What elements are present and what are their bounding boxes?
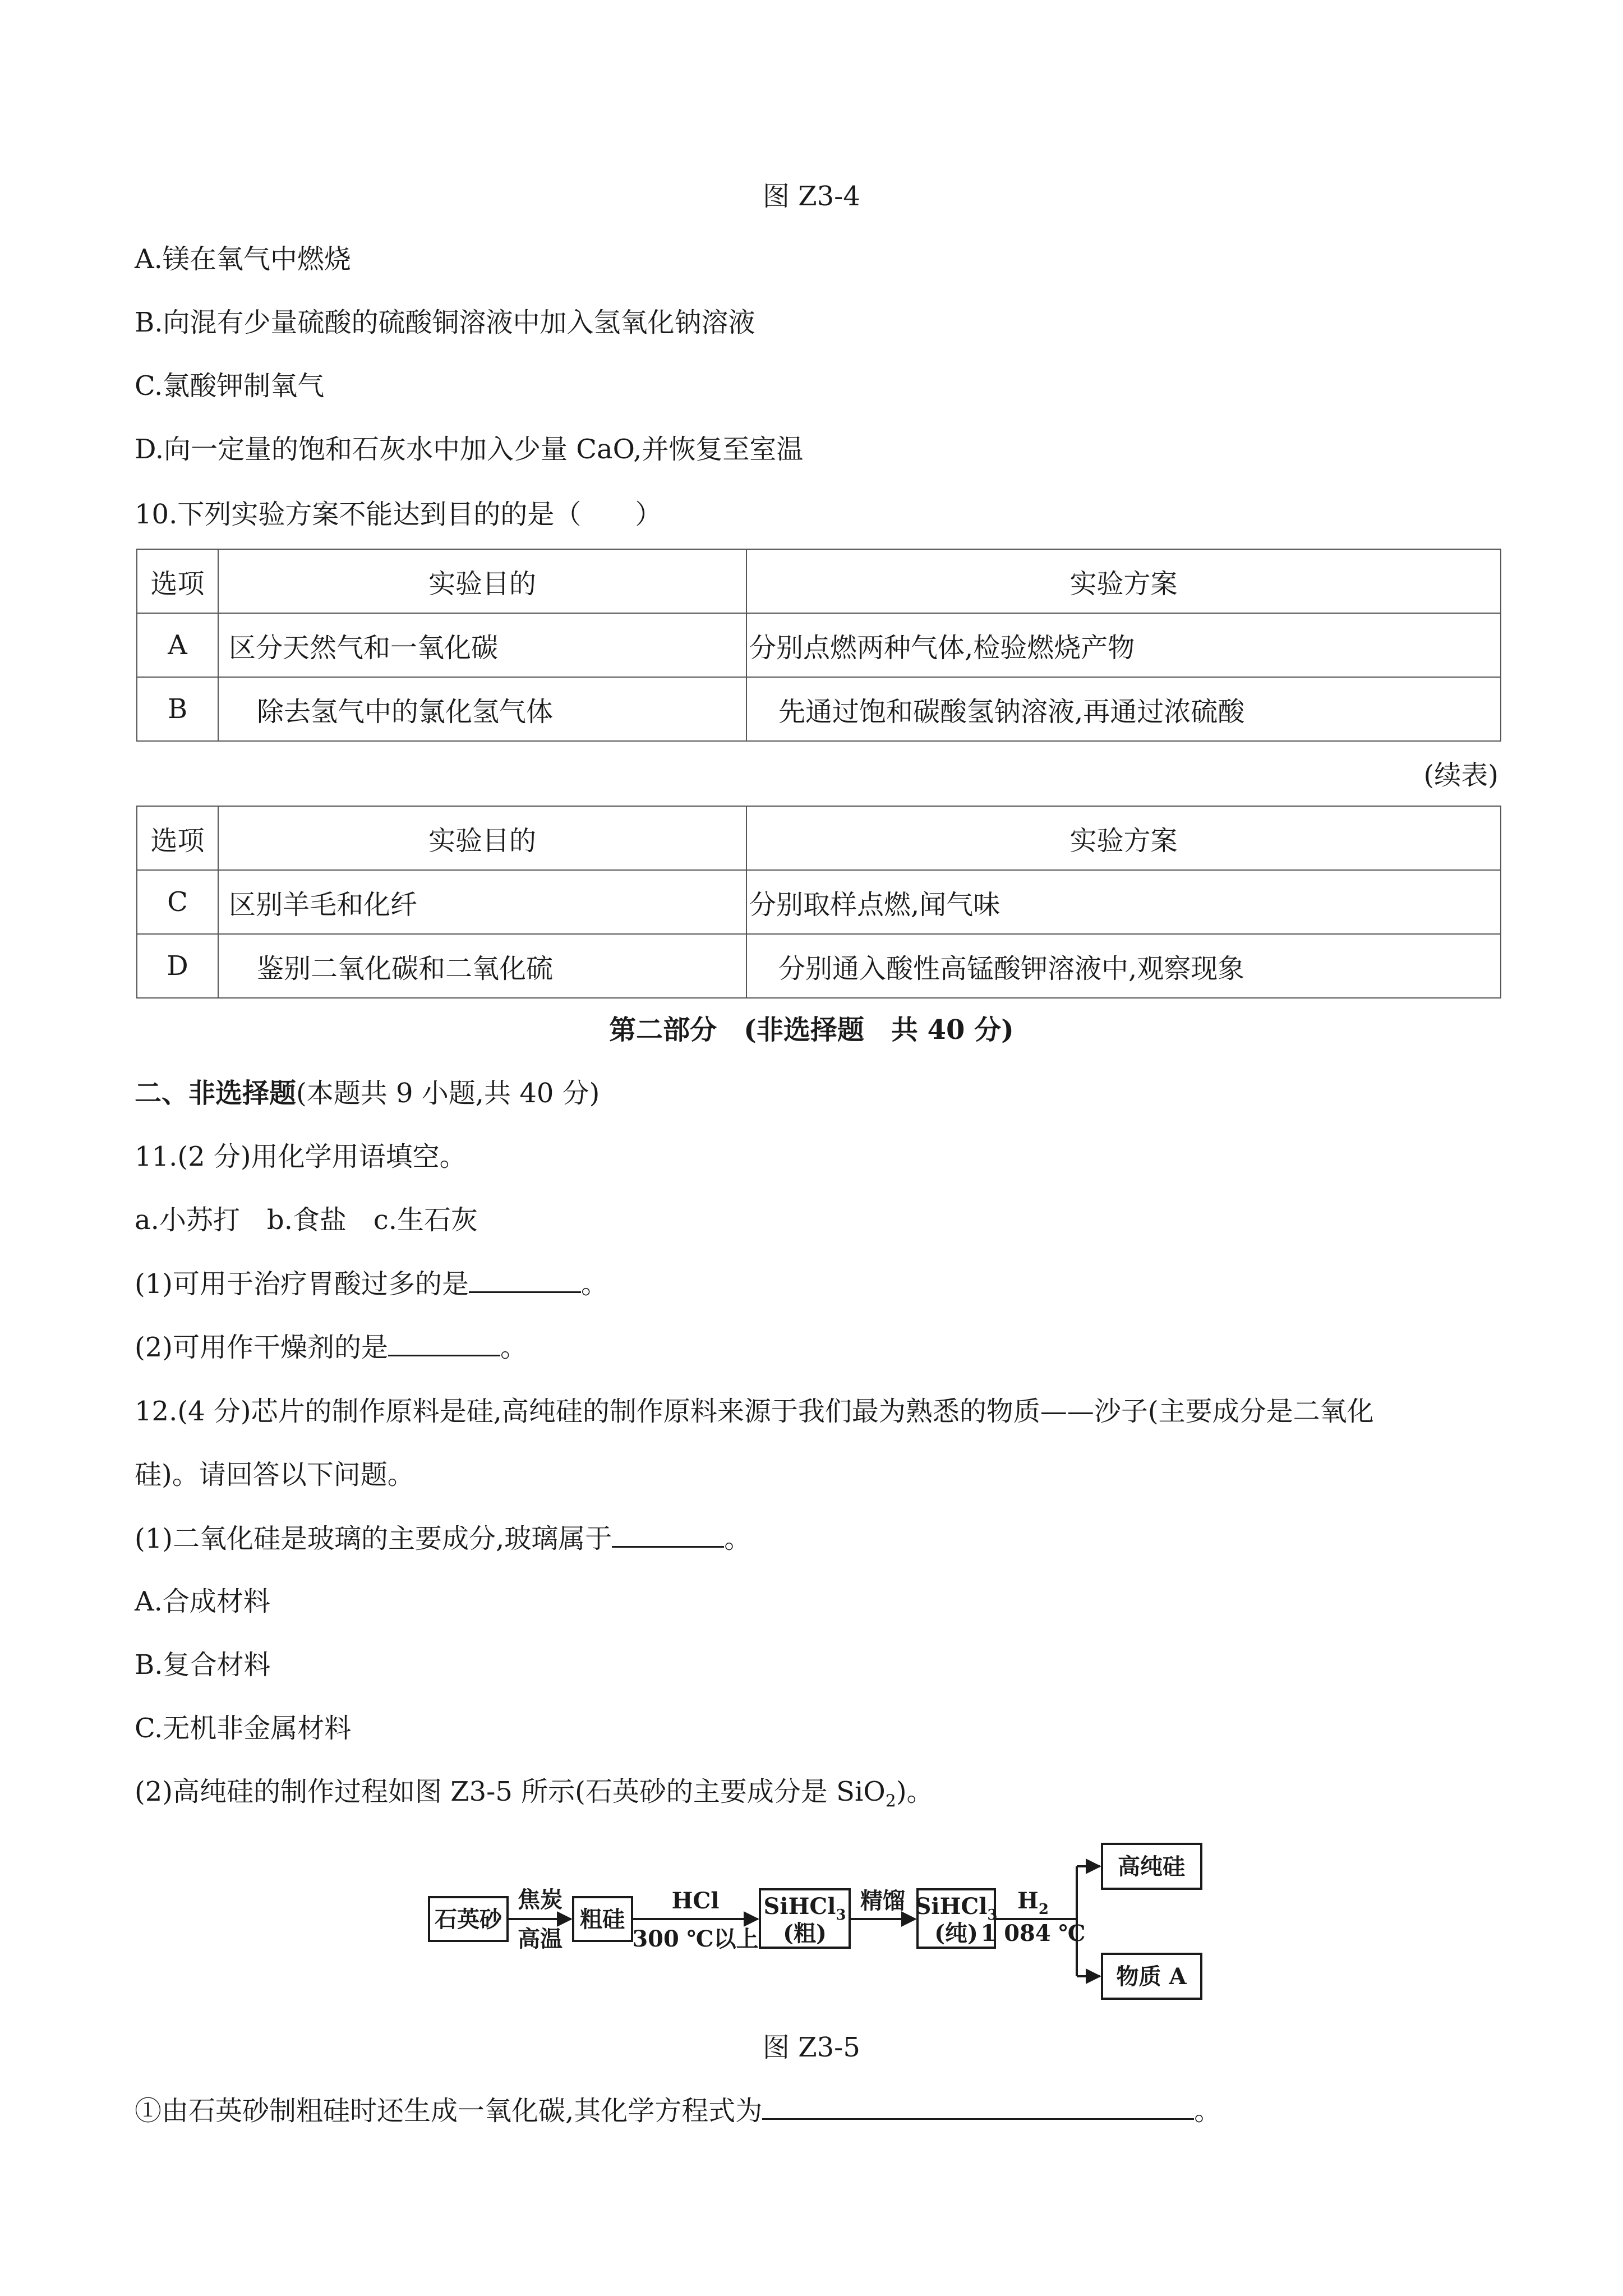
q12-stem-line1: 12.(4 分)芯片的制作原料是硅,高纯硅的制作原料来源于我们最为熟悉的物质——沙子(主要成分是二氧化 <box>135 1396 1374 1427</box>
label-hydrogen: $H_2$ <box>1017 1888 1049 1918</box>
row-plan: 先通过饱和碳酸氢钠溶液,再通过浓硫酸 <box>746 677 1501 741</box>
q12-sub2 <box>135 1775 934 1819</box>
q10-table-part2 <box>136 806 1501 999</box>
answer-blank[interactable] <box>762 2093 1194 2120</box>
label-300c: 300 ℃以上 <box>632 1926 759 1952</box>
answer-blank[interactable] <box>469 1267 581 1293</box>
section2-heading-rest: (本题共 9 小题,共 40 分) <box>296 1078 600 1109</box>
row-purpose: 区分天然气和一氧化碳 <box>218 613 746 677</box>
header-plan: 实验方案 <box>746 549 1501 613</box>
label-1084c: 1 084 ℃ <box>980 1920 1086 1947</box>
q11-sub1-end: 。 <box>581 1268 608 1300</box>
continued-table-label: (续表) <box>1423 760 1498 791</box>
header-purpose: 实验目的 <box>218 549 746 613</box>
q9-option-d: D.向一定量的饱和石灰水中加入少量 CaO,并恢复至室温 <box>135 434 804 465</box>
q11-options: a.小苏打 b.食盐 c.生石灰 <box>135 1204 478 1236</box>
row-option-label: D <box>137 934 218 998</box>
header-option: 选项 <box>137 549 218 613</box>
section2-heading-bold: 二、非选择题 <box>135 1078 297 1109</box>
q11-sub2-end: 。 <box>500 1332 528 1363</box>
q11-sub2 <box>135 1330 527 1364</box>
q12-option-a: A.合成材料 <box>135 1586 270 1617</box>
q12-sub1-text: (1)二氧化硅是玻璃的主要成分,玻璃属于 <box>135 1523 612 1554</box>
label-crude-note: (粗) <box>783 1920 827 1947</box>
header-option: 选项 <box>137 806 218 870</box>
q11-sub2-text: (2)可用作干燥剂的是 <box>135 1332 388 1363</box>
answer-blank[interactable] <box>612 1521 724 1548</box>
table-row <box>137 934 1501 998</box>
silicon-process-flowchart <box>426 1840 1211 2008</box>
table-header-row <box>137 549 1501 613</box>
q10-table-part1 <box>136 549 1501 742</box>
part2-title: 第二部分 (非选择题 共 40 分) <box>609 1014 1014 1046</box>
q12-sub2-subscript: 2 <box>885 1791 896 1811</box>
row-plan: 分别点燃两种气体,检验燃烧产物 <box>746 613 1501 677</box>
q12-sub2-end: )。 <box>896 1776 934 1807</box>
q9-option-b: B.向混有少量硫酸的硫酸铜溶液中加入氢氧化钠溶液 <box>135 307 755 338</box>
q12-stem-line2: 硅)。请回答以下问题。 <box>135 1459 414 1490</box>
q12-sub2-q1-end: 。 <box>1194 2095 1221 2127</box>
label-substance-a: 物质 A <box>1116 1963 1187 1990</box>
q12-sub1 <box>135 1521 751 1556</box>
row-plan: 分别取样点燃,闻气味 <box>746 870 1501 934</box>
q11-sub1-text: (1)可用于治疗胃酸过多的是 <box>135 1268 469 1300</box>
label-high-purity-silicon: 高纯硅 <box>1118 1853 1185 1880</box>
answer-blank[interactable] <box>388 1330 500 1356</box>
label-distillation: 精馏 <box>860 1888 905 1914</box>
label-coke: 焦炭 <box>518 1887 562 1913</box>
header-purpose: 实验目的 <box>218 806 746 870</box>
header-plan: 实验方案 <box>746 806 1501 870</box>
figure-caption-z3-5: 图 Z3-5 <box>763 2032 860 2063</box>
q12-sub2-q1-text: ①由石英砂制粗硅时还生成一氧化碳,其化学方程式为 <box>135 2095 763 2127</box>
q10-stem: 10.下列实验方案不能达到目的的是（ ） <box>135 499 662 530</box>
label-high-temp: 高温 <box>518 1926 562 1952</box>
label-crude-silicon: 粗硅 <box>580 1906 625 1932</box>
row-purpose: 鉴别二氧化碳和二氧化硫 <box>218 934 746 998</box>
q9-option-c: C.氯酸钾制氧气 <box>135 370 325 402</box>
q12-option-b: B.复合材料 <box>135 1649 271 1681</box>
label-pure-note: (纯) <box>934 1920 978 1947</box>
q11-stem: 11.(2 分)用化学用语填空。 <box>135 1141 467 1172</box>
table-row <box>137 677 1501 741</box>
row-option-label: B <box>137 677 218 741</box>
label-sihcl3-pure: SiHCl$_3$ <box>915 1893 998 1924</box>
label-quartz-sand: 石英砂 <box>435 1906 502 1932</box>
q12-sub2-question1 <box>135 2093 1221 2128</box>
q11-sub1 <box>135 1267 608 1301</box>
table-row <box>137 613 1501 677</box>
q12-option-c: C.无机非金属材料 <box>135 1713 352 1744</box>
row-purpose: 区别羊毛和化纤 <box>218 870 746 934</box>
row-option-label: A <box>137 613 218 677</box>
table-header-row <box>137 806 1501 870</box>
row-option-label: C <box>137 870 218 934</box>
label-sihcl3-crude: SiHCl$_3$ <box>763 1893 846 1924</box>
figure-caption-z3-4: 图 Z3-4 <box>763 181 860 212</box>
table-row <box>137 870 1501 934</box>
q12-sub1-end: 。 <box>724 1523 751 1554</box>
section2-heading <box>135 1076 600 1110</box>
q9-option-a: A.镁在氧气中燃烧 <box>135 243 351 275</box>
label-hcl: HCl <box>671 1888 720 1914</box>
q12-sub2-text: (2)高纯硅的制作过程如图 Z3-5 所示(石英砂的主要成分是 SiO <box>135 1776 886 1807</box>
row-plan: 分别通入酸性高锰酸钾溶液中,观察现象 <box>746 934 1501 998</box>
row-purpose: 除去氢气中的氯化氢气体 <box>218 677 746 741</box>
